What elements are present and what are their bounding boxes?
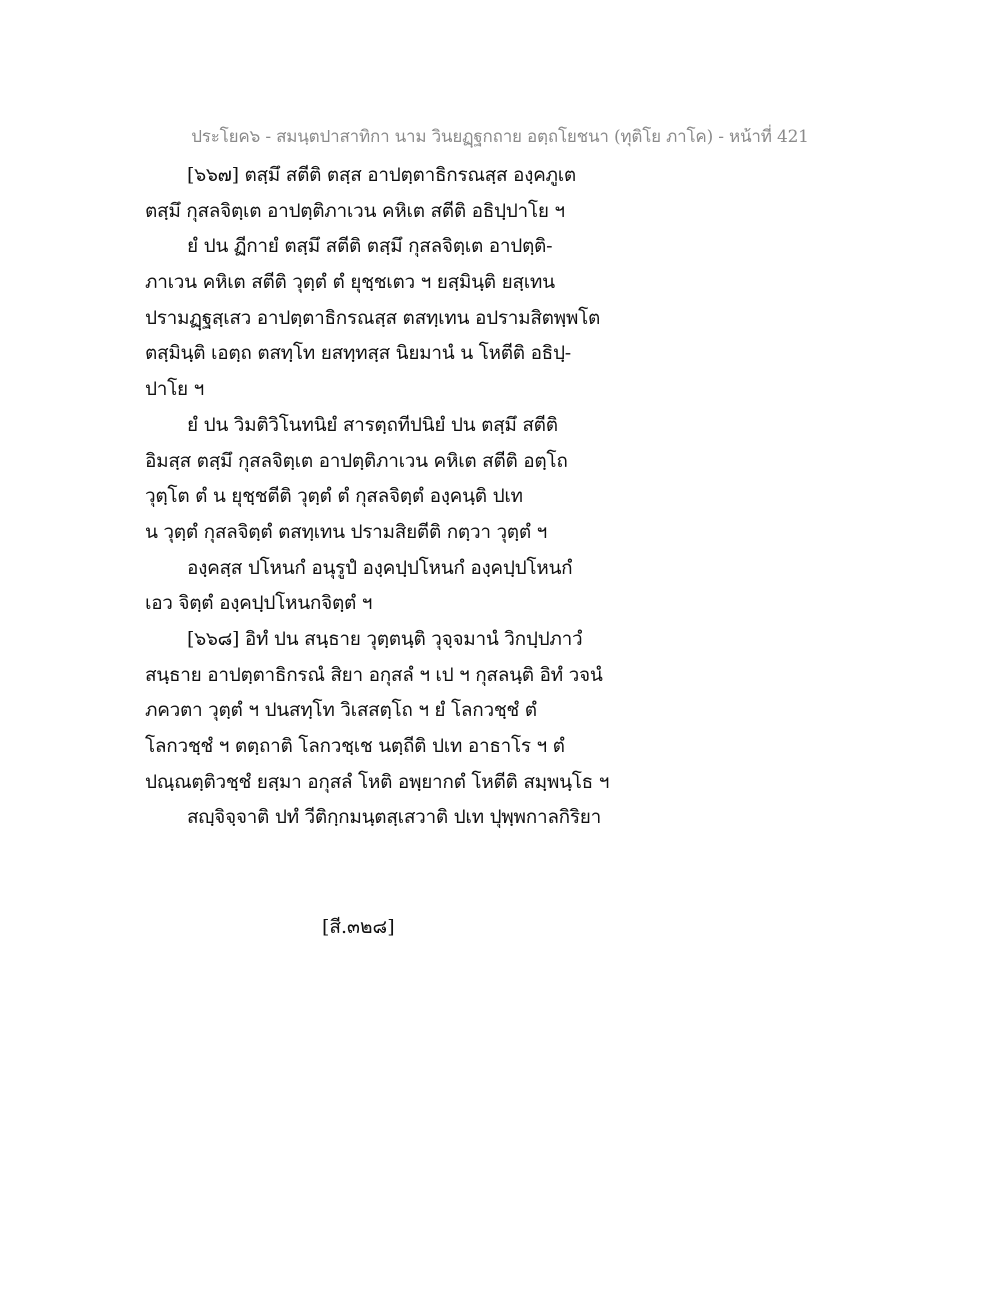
body-text bbox=[145, 158, 865, 836]
paragraph-line: วุตฺโต ตํ น ยุชฺชตีติ วุตฺตํ ตํ กุสลจิตฺตํ องฺคนฺติ ปเท bbox=[145, 485, 523, 508]
paragraph-line: ปาโย ฯ bbox=[145, 378, 204, 401]
paragraph-line: ภาเวน คหิเต สตีติ วุตฺตํ ตํ ยุชฺชเตว ฯ ยสฺมินฺติ ยสฺเทน bbox=[145, 271, 555, 294]
paragraph-line: ภควตา วุตฺตํ ฯ ปนสทฺโท วิเสสตฺโถ ฯ ยํ โลกวชฺชํ ตํ bbox=[145, 699, 537, 722]
paragraph-line: ปณฺณตฺติวชฺชํ ยสฺมา อกุสลํ โหติ อพฺยากตํ โหตีติ สมฺพนฺโธ ฯ bbox=[145, 770, 610, 793]
paragraph-line: [๖๖๗] ตสฺมึ สตีติ ตสฺส อาปตฺตาธิกรณสฺส องฺคภูเต bbox=[187, 164, 576, 186]
paragraph-line: ตสฺมึ กุสลจิตฺเต อาปตฺติภาเวน คหิเต สตีติ อธิปฺปาโย ฯ bbox=[145, 199, 565, 222]
paragraph-line: น วุตฺตํ กุสลจิตฺตํ ตสทฺเทน ปรามสิยตีติ กตฺวา วุตฺตํ ฯ bbox=[145, 520, 547, 543]
paragraph-line: เอว จิตฺตํ องฺคปฺปโหนกจิตฺตํ ฯ bbox=[145, 592, 373, 615]
page-marker: [สี.๓๒๘] bbox=[322, 916, 395, 938]
paragraph-line: องฺคสฺส ปโหนกํ อนุรูปํ องฺคปฺปโหนกํ องฺคปฺปโหนกํ bbox=[187, 556, 573, 579]
running-header: ประโยค๖ - สมนฺตปาสาทิกา นาม วินยฏฺฐกถาย อตฺถโยชนา (ทุติโย ภาโค) - หน้าที่ 421 bbox=[191, 127, 809, 147]
paragraph-line: ยํ ปน ฏีกายํ ตสฺมึ สตีติ ตสฺมึ กุสลจิตฺเต อาปตฺติ- bbox=[187, 235, 553, 258]
paragraph-line: สญฺจิจฺจาติ ปทํ วีติกฺกมนฺตสฺเสวาติ ปเท ปุพฺพกาลกิริยา bbox=[187, 806, 601, 829]
paragraph-line: สนฺธาย อาปตฺตาธิกรณํ สิยา อกุสลํ ฯ เป ฯ กุสลนฺติ อิทํ วจนํ bbox=[145, 663, 603, 686]
paragraph-line: ตสฺมินฺติ เอตฺถ ตสทฺโท ยสทฺทสฺส นิยมานํ น โหตีติ อธิปฺ- bbox=[145, 342, 571, 365]
paragraph-line: [๖๖๘] อิทํ ปน สนฺธาย วุตฺตนฺติ วุจฺจมานํ วิกปฺปภาวํ bbox=[187, 627, 583, 650]
paragraph-line: ปรามฏฺฐสฺเสว อาปตฺตาธิกรณสฺส ตสทฺเทน อปรามสิตพฺพโต bbox=[145, 306, 601, 329]
paragraph-line: โลกวชฺชํ ฯ ตตฺถาติ โลกวชฺเช นตฺถีติ ปเท อาธาโร ฯ ตํ bbox=[145, 735, 565, 757]
paragraph-line: ยํ ปน วิมติวิโนทนิยํ สารตฺถทีปนิยํ ปน ตสฺมึ สตีติ bbox=[187, 413, 558, 436]
paragraph-line: อิมสฺส ตสฺมึ กุสลจิตฺเต อาปตฺติภาเวน คหิเต สตีติ อตฺโถ bbox=[145, 449, 568, 472]
